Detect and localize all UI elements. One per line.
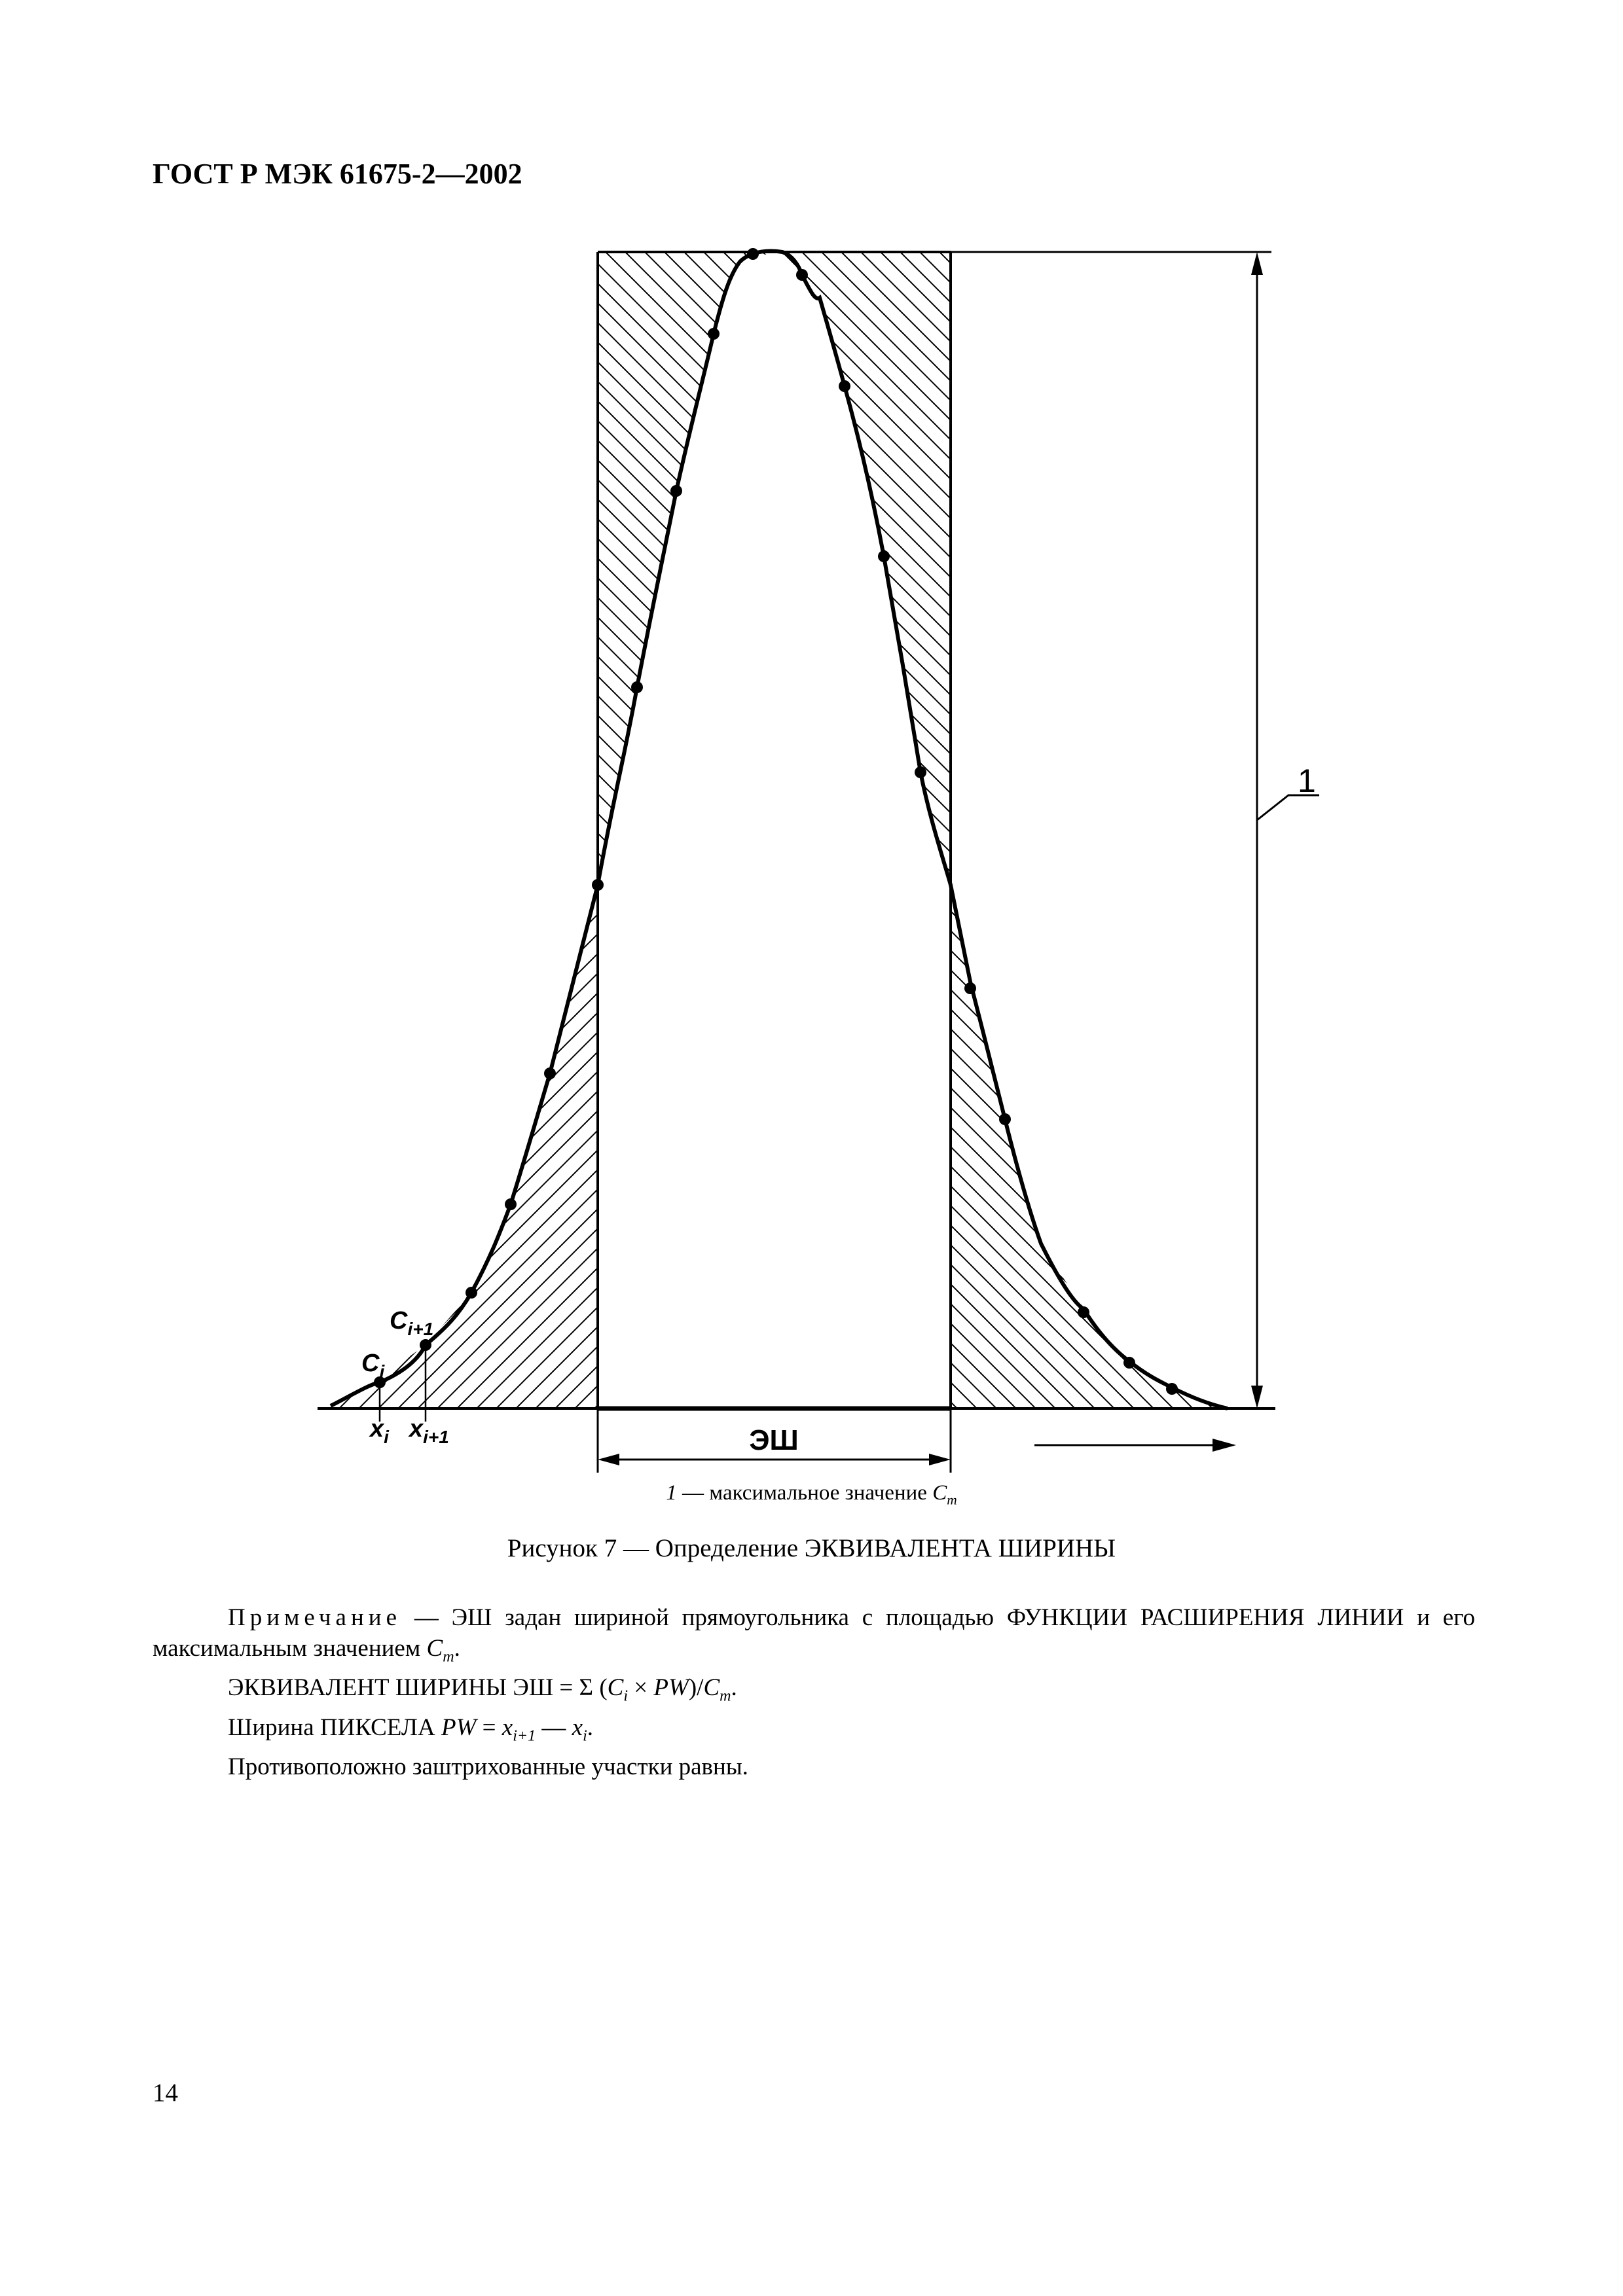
sample-points xyxy=(374,248,1178,1395)
page-number: 14 xyxy=(153,2079,178,2107)
sample-point xyxy=(915,766,926,778)
sample-point xyxy=(708,328,720,340)
figure-note xyxy=(153,1602,1475,1782)
point-label-ci: $C_i$ xyxy=(361,1350,385,1382)
figure-legend: 1 — максимальное значение $C_m$ xyxy=(666,1481,957,1508)
sample-point xyxy=(1123,1357,1135,1369)
sample-point xyxy=(839,380,850,392)
document-header: ГОСТ Р МЭК 61675-2—2002 xyxy=(153,158,522,190)
max-value-dimension xyxy=(1251,252,1319,1408)
sample-point xyxy=(592,879,604,891)
direction-arrow xyxy=(1034,1439,1236,1452)
sample-point xyxy=(964,982,976,994)
sample-point xyxy=(747,248,759,260)
line-spread-function-curve xyxy=(331,251,1228,1408)
note-label: Примечание xyxy=(228,1604,401,1631)
sample-point xyxy=(878,550,890,562)
sample-point xyxy=(544,1067,556,1079)
point-label-ci1: $C_{i+1}$ xyxy=(390,1307,434,1339)
sample-point xyxy=(631,681,643,693)
sample-point xyxy=(465,1287,477,1299)
callout-label: 1 xyxy=(1298,762,1316,799)
hatched-region-right xyxy=(951,885,1221,1408)
sample-point xyxy=(1078,1306,1089,1318)
note-formula-pw: Ширина ПИКСЕЛА PW = $x_{i+1}$ — $x_i$. xyxy=(228,1713,594,1745)
axis-label-xi1: $x_{i+1}$ xyxy=(409,1415,449,1447)
sample-point xyxy=(670,485,682,497)
note-hatch-statement: Противоположно заштрихованные участки равны. xyxy=(228,1753,748,1781)
sample-point xyxy=(1166,1383,1178,1395)
axis-label-xi: $x_i$ xyxy=(370,1415,389,1447)
sample-point xyxy=(999,1113,1011,1125)
note-paragraph: Примечание — ЭШ задан шириной прямоугольника с площадью ФУНКЦИИ РАСШИРЕНИЯ ЛИНИИ и его максимальным значением $C_m$. xyxy=(153,1604,1475,1666)
sample-point xyxy=(796,269,808,281)
figure-caption: Рисунок 7 — Определение ЭКВИВАЛЕНТА ШИРИНЫ xyxy=(507,1534,1116,1562)
note-formula-ew: ЭКВИВАЛЕНТ ШИРИНЫ ЭШ = Σ $(C_i \times PW)/C_m$. xyxy=(228,1674,737,1705)
hatched-region-top xyxy=(598,252,951,885)
width-label: ЭШ xyxy=(749,1424,799,1456)
hatched-region-left xyxy=(334,885,598,1408)
sample-point xyxy=(505,1198,517,1210)
